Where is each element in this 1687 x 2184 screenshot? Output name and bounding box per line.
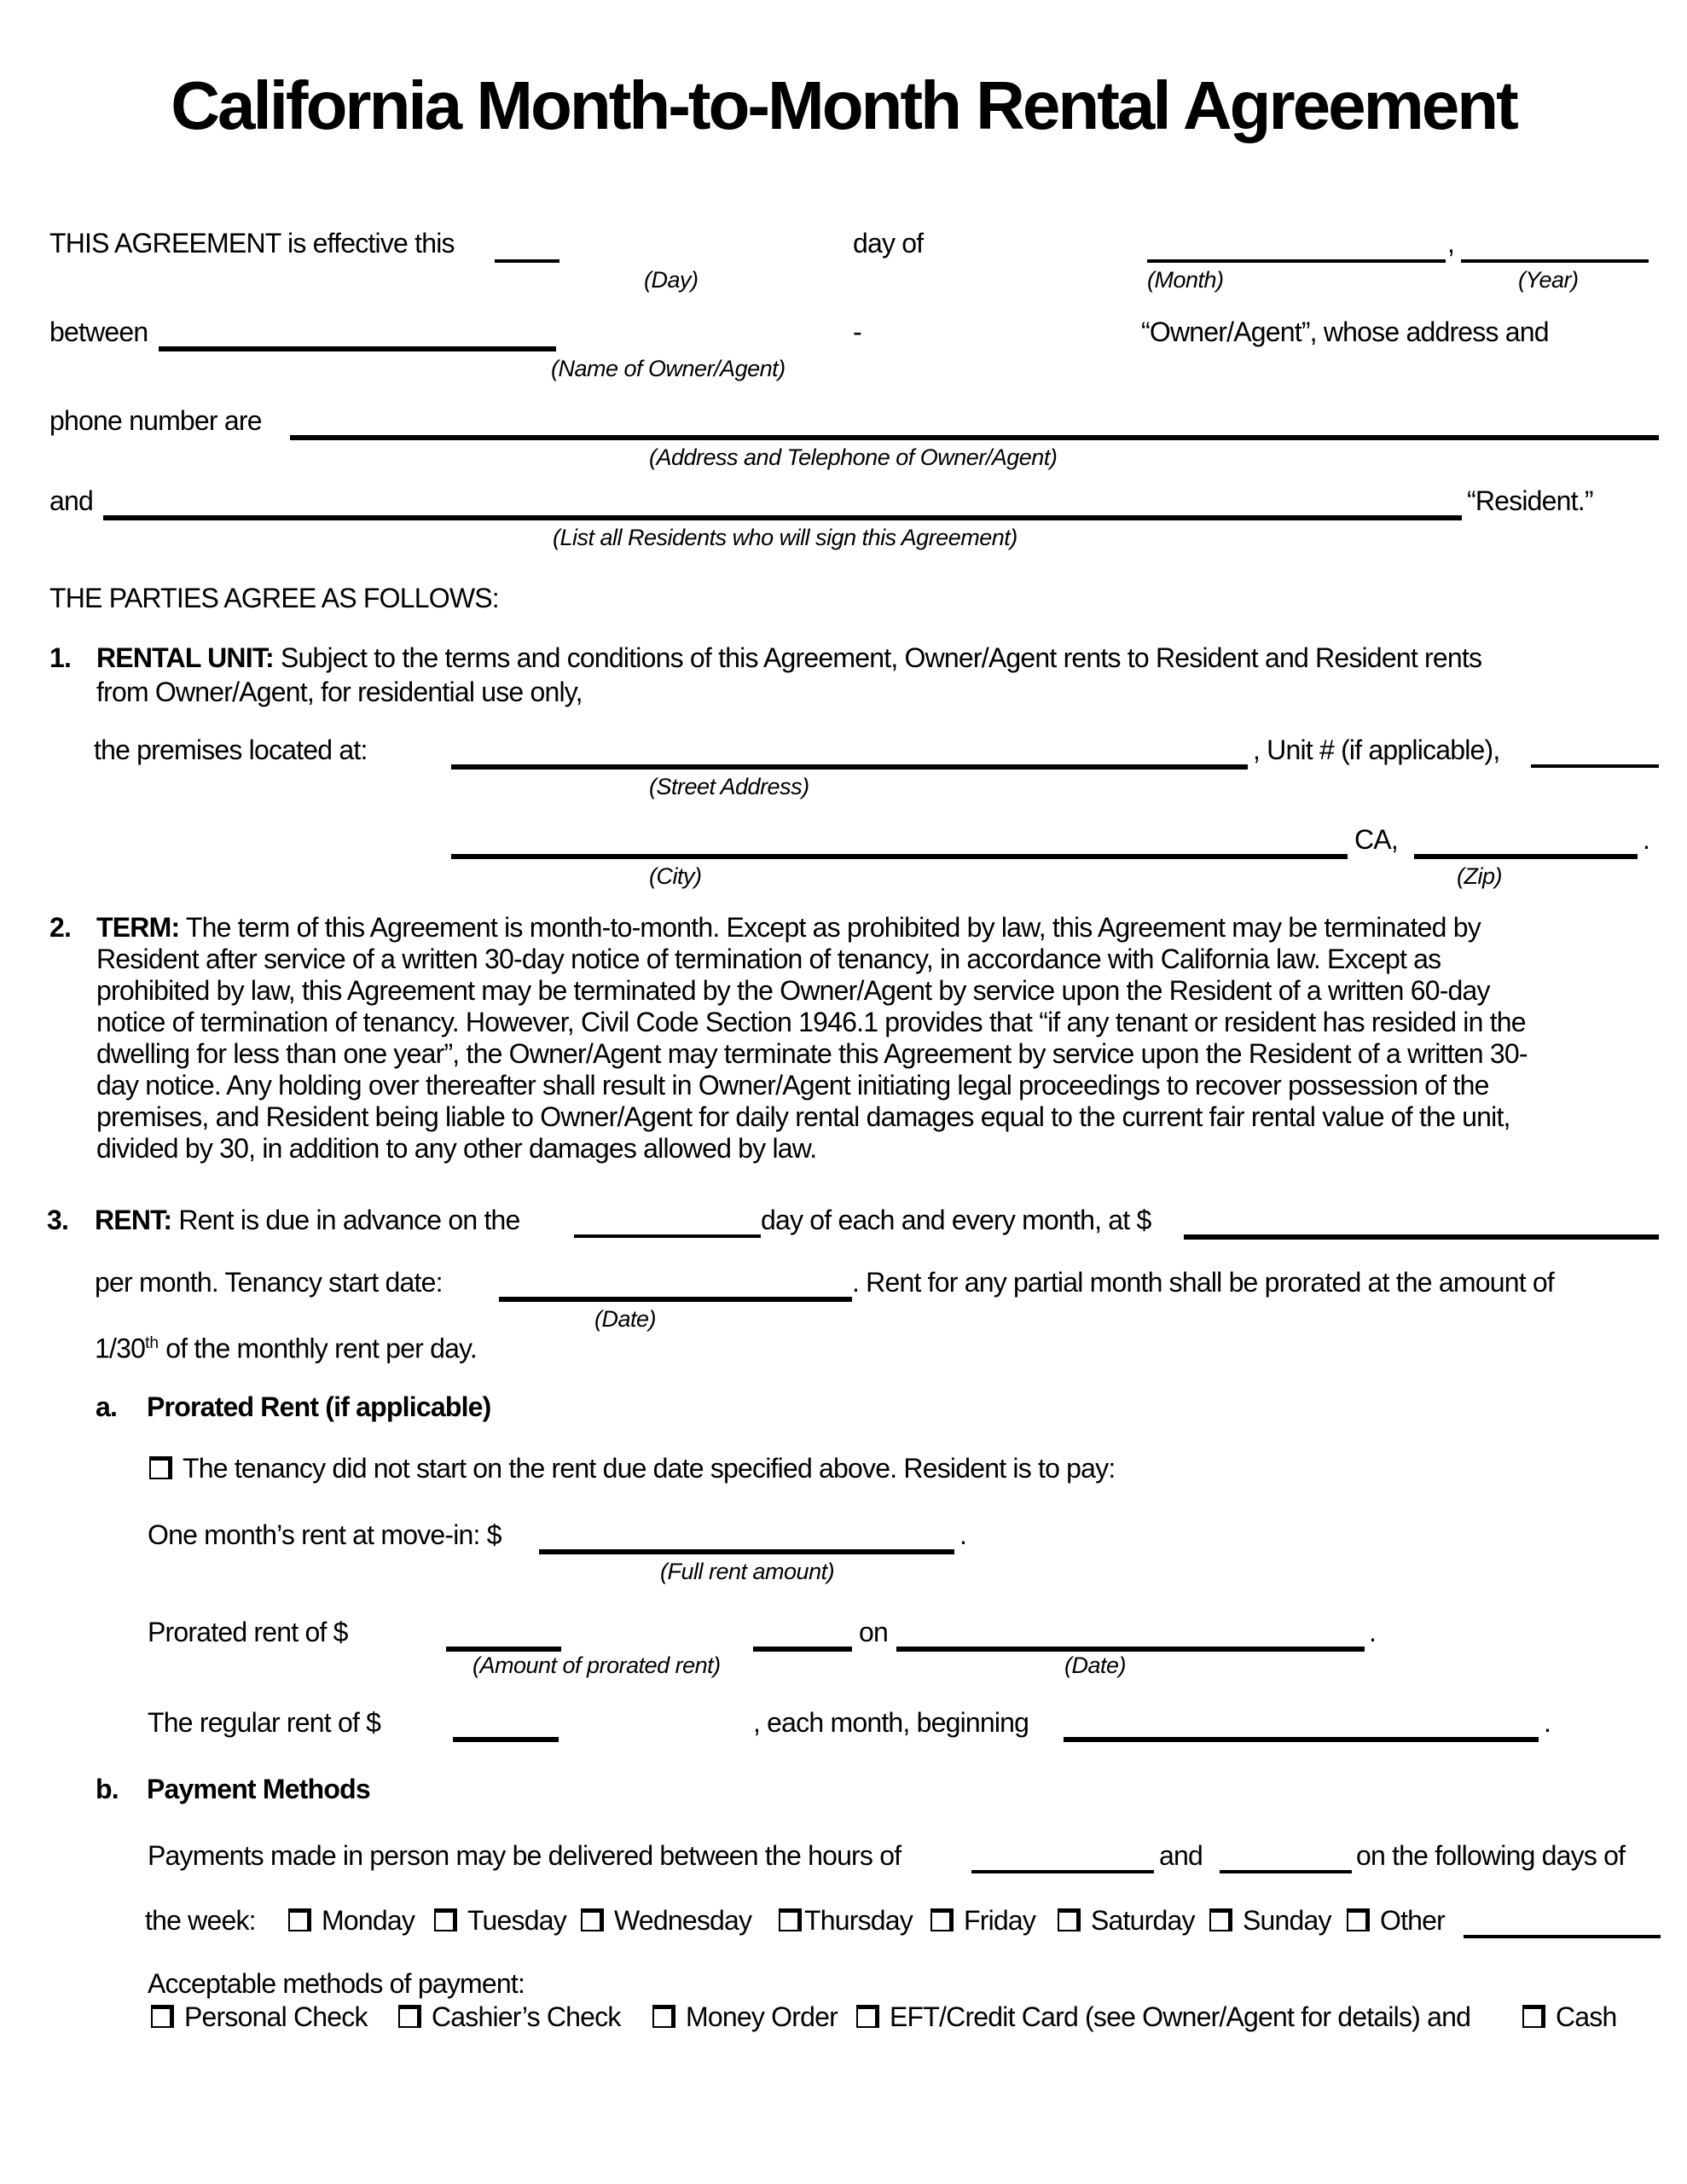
personal-check-checkbox[interactable] — [151, 2005, 174, 2028]
friday-checkbox[interactable] — [930, 1908, 954, 1931]
and-text: and — [49, 485, 93, 516]
day-option-sunday — [1209, 1904, 1331, 1937]
term-line-6: day notice. Any holding over thereafter shall result in Owner/Agent initiating legal proceedings to recover possession of the — [96, 1070, 1489, 1101]
other-day-label: Other — [1380, 1905, 1446, 1936]
street-address-blank[interactable] — [451, 737, 1248, 770]
regular-rent-blank[interactable] — [453, 1710, 559, 1742]
day-option-saturday — [1058, 1904, 1195, 1937]
residents-blank[interactable] — [103, 488, 1462, 520]
hours-to-blank[interactable] — [1220, 1843, 1352, 1873]
per-month-text: per month. Tenancy start date: — [95, 1267, 443, 1298]
effective-year-blank[interactable] — [1461, 232, 1649, 263]
term-line-1 — [96, 911, 1481, 944]
eft-credit-card-checkbox[interactable] — [856, 2005, 879, 2028]
rental-unit-body: Subject to the terms and conditions of this Agreement, Owner/Agent rents to Resident and Resident rents — [280, 642, 1482, 673]
day-option-other — [1347, 1904, 1445, 1937]
zip-label: (Zip) — [1457, 863, 1502, 889]
section-2-number: 2. — [49, 912, 72, 943]
rent-due-mid: day of each and every month, at $ — [761, 1205, 1151, 1235]
one-month-text: One month’s rent at move-in: $ — [148, 1519, 501, 1550]
cashiers-check-label: Cashier’s Check — [432, 2001, 621, 2032]
wednesday-checkbox[interactable] — [581, 1908, 604, 1931]
tenancy-start-date-blank[interactable] — [499, 1269, 852, 1302]
term-body-1: The term of this Agreement is month-to-month. Except as prohibited by law, this Agreement may be terminated by — [185, 912, 1481, 943]
owner-address-blank[interactable] — [290, 408, 1659, 440]
rent-amount-blank[interactable] — [1184, 1207, 1659, 1240]
parties-agree-text: THE PARTIES AGREE AS FOLLOWS: — [49, 583, 499, 613]
regular-rent-text: The regular rent of $ — [148, 1707, 381, 1738]
owner-name-label: (Name of Owner/Agent) — [551, 356, 786, 381]
rent-line-1 — [95, 1204, 520, 1236]
term-line-5: dwelling for less than one year”, the Owner/Agent may terminate this Agreement by service upon the Resident of a written 30- — [96, 1038, 1528, 1069]
method-eft-credit-card — [856, 2001, 1470, 2033]
owner-name-blank[interactable] — [159, 319, 556, 351]
effective-day-blank[interactable] — [495, 232, 559, 263]
prorated-date-label: (Date) — [1064, 1653, 1127, 1678]
acceptable-methods-text: Acceptable methods of payment: — [148, 1968, 525, 1999]
thursday-checkbox[interactable] — [779, 1908, 802, 1931]
prorated-date-blank[interactable] — [896, 1619, 1365, 1652]
full-rent-blank[interactable] — [539, 1522, 954, 1554]
sub-a-number: a. — [96, 1391, 118, 1422]
rent-due-day-blank[interactable] — [574, 1207, 761, 1238]
prorated-extra-blank[interactable] — [753, 1619, 852, 1652]
one-thirty-base: 1/30 — [95, 1333, 146, 1364]
tenancy-not-start-checkbox[interactable] — [149, 1456, 172, 1479]
prorated-rent-heading: Prorated Rent (if applicable) — [147, 1391, 491, 1422]
money-order-label: Money Order — [686, 2001, 838, 2032]
rent-heading: RENT: — [95, 1205, 172, 1235]
full-rent-label: (Full rent amount) — [660, 1559, 835, 1584]
day-of-text: day of — [853, 228, 924, 258]
method-money-order — [652, 2001, 838, 2033]
city-line-period: . — [1643, 824, 1650, 855]
eft-credit-card-label: EFT/Credit Card (see Owner/Agent for details) and — [890, 2001, 1471, 2032]
residents-label: (List all Residents who will sign this Agreement) — [553, 525, 1017, 550]
tuesday-checkbox[interactable] — [434, 1908, 457, 1931]
week-pre-text: the week: — [145, 1905, 256, 1936]
page-title: California Month-to-Month Rental Agreement — [171, 67, 1516, 143]
one-thirty-line — [95, 1327, 477, 1365]
premises-text: the premises located at: — [94, 735, 368, 765]
prorated-pre-text: Prorated rent of $ — [148, 1617, 348, 1647]
regular-rent-mid: , each month, beginning — [753, 1707, 1029, 1738]
saturday-label: Saturday — [1091, 1905, 1195, 1936]
month-label: (Month) — [1147, 267, 1224, 293]
term-line-8: divided by 30, in addition to any other damages allowed by law. — [96, 1133, 817, 1164]
rent-due-pre: Rent is due in advance on the — [178, 1205, 520, 1235]
term-line-7: premises, and Resident being liable to Owner/Agent for daily rental damages equal to the current fair rental value of the unit, — [96, 1101, 1510, 1132]
day-option-wednesday — [581, 1904, 751, 1937]
regular-period: . — [1544, 1707, 1551, 1738]
friday-label: Friday — [964, 1905, 1036, 1936]
day-option-thursday — [779, 1904, 913, 1937]
rental-unit-line-1 — [96, 642, 1481, 674]
one-month-period: . — [959, 1519, 967, 1550]
day-option-friday — [930, 1904, 1035, 1937]
effective-month-blank[interactable] — [1147, 232, 1446, 263]
city-label: (City) — [649, 863, 702, 889]
effective-line-text: THIS AGREEMENT is effective this — [49, 228, 455, 258]
resident-text: “Resident.” — [1467, 485, 1593, 516]
tenancy-not-start-row — [149, 1452, 1115, 1484]
owner-address-label: (Address and Telephone of Owner/Agent) — [649, 444, 1058, 470]
sunday-checkbox[interactable] — [1209, 1908, 1232, 1931]
term-heading: TERM: — [96, 912, 180, 943]
wednesday-label: Wednesday — [614, 1905, 752, 1936]
unit-number-text: , Unit # (if applicable), — [1253, 735, 1500, 765]
one-thirty-rest: of the monthly rent per day. — [165, 1333, 477, 1364]
prorated-amount-blank[interactable] — [446, 1619, 561, 1652]
ca-text: CA, — [1354, 824, 1398, 855]
section-1-number: 1. — [49, 642, 72, 673]
rental-unit-line-2: from Owner/Agent, for residential use only, — [96, 677, 583, 707]
method-cashiers-check — [398, 2001, 621, 2033]
cash-label: Cash — [1556, 2001, 1617, 2032]
saturday-checkbox[interactable] — [1058, 1908, 1081, 1931]
dash-text: - — [853, 317, 861, 347]
money-order-checkbox[interactable] — [652, 2005, 675, 2028]
owner-agent-text: “Owner/Agent”, whose address and — [1141, 317, 1549, 347]
other-day-blank[interactable] — [1464, 1908, 1661, 1938]
prorated-period: . — [1369, 1617, 1377, 1647]
day-label: (Day) — [644, 267, 699, 293]
payment-methods-heading: Payment Methods — [147, 1774, 370, 1804]
one-thirty-sup: th — [145, 1334, 159, 1352]
term-line-3: prohibited by law, this Agreement may be terminated by the Owner/Agent by service upon the Resident of a written 60-day — [96, 975, 1490, 1006]
comma-text: , — [1447, 228, 1455, 258]
prorated-amount-label: (Amount of prorated rent) — [472, 1653, 721, 1678]
prorated-on-text: on — [859, 1617, 888, 1647]
rental-unit-heading: RENTAL UNIT: — [96, 642, 274, 673]
section-3-number: 3. — [47, 1205, 69, 1235]
method-personal-check — [151, 2001, 368, 2033]
monday-checkbox[interactable] — [288, 1908, 311, 1931]
cash-checkbox[interactable] — [1522, 2005, 1545, 2028]
hours-and-text: and — [1159, 1840, 1203, 1871]
sunday-label: Sunday — [1243, 1905, 1331, 1936]
method-cash — [1522, 2001, 1617, 2033]
sub-b-number: b. — [96, 1774, 119, 1804]
regular-beginning-blank[interactable] — [1064, 1710, 1539, 1742]
other-day-checkbox[interactable] — [1347, 1908, 1370, 1931]
hours-post-text: on the following days of — [1356, 1840, 1626, 1871]
day-option-monday — [288, 1904, 415, 1937]
tuesday-label: Tuesday — [467, 1905, 566, 1936]
hours-from-blank[interactable] — [971, 1843, 1154, 1873]
hours-pre-text: Payments made in person may be delivered between the hours of — [148, 1840, 901, 1871]
term-line-4: notice of termination of tenancy. However, Civil Code Section 1946.1 provides that “if any tenant or resident has resided in the — [96, 1007, 1526, 1037]
cashiers-check-checkbox[interactable] — [398, 2005, 421, 2028]
personal-check-label: Personal Check — [184, 2001, 368, 2032]
term-line-2: Resident after service of a written 30-day notice of termination of tenancy, in accordance with California law. Except as — [96, 944, 1441, 974]
tenancy-date-label: (Date) — [594, 1306, 657, 1332]
between-text: between — [49, 317, 148, 347]
day-option-tuesday — [434, 1904, 566, 1937]
year-label: (Year) — [1518, 267, 1579, 293]
city-blank[interactable] — [451, 827, 1348, 859]
thursday-label: Thursday — [804, 1905, 913, 1936]
prorate-post-text: . Rent for any partial month shall be prorated at the amount of — [852, 1267, 1554, 1298]
unit-number-blank[interactable] — [1531, 737, 1659, 768]
monday-label: Monday — [322, 1905, 415, 1936]
phone-text: phone number are — [49, 405, 262, 436]
zip-blank[interactable] — [1414, 827, 1638, 859]
street-address-label: (Street Address) — [649, 774, 809, 799]
tenancy-not-start-text: The tenancy did not start on the rent due date specified above. Resident is to pay: — [183, 1453, 1116, 1484]
